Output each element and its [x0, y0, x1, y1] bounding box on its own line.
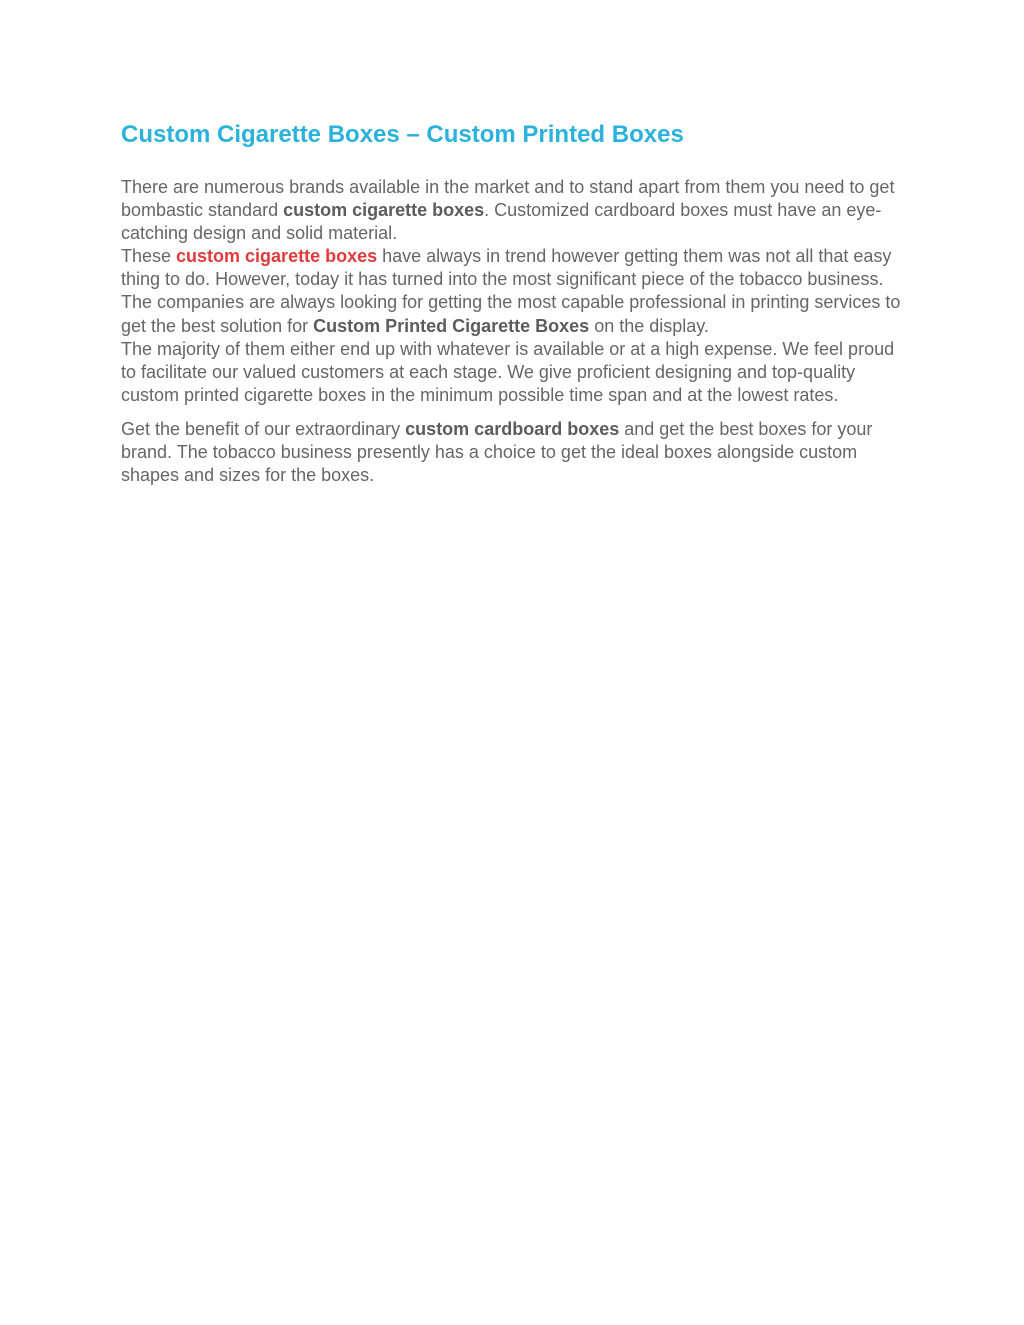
paragraph-trend-text-1: These [121, 246, 177, 267]
paragraph-intro-text-1: There are numerous brands available in the market and to stand apart from them you need to get bombastic standard [121, 177, 895, 221]
paragraph-benefit-text-1: Get the benefit of our extraordinary [121, 418, 406, 439]
bold-keyword-custom-printed-cigarette-boxes: Custom Printed Cigarette Boxes [313, 315, 590, 336]
paragraph-majority: The majority of them either end up with whatever is available or at a high expense. We feel proud to facilitate our valued customers at each stage. We give proficient designing and top-quality custom printed cigarette boxes in the minimum possible time span and at the lowest rates. [121, 338, 895, 405]
bold-keyword-custom-cigarette-boxes: custom cigarette boxes [283, 200, 485, 221]
paragraph-trend-text-2: have always in trend however getting them was not all that easy thing to do. However, today it has turned into the most significant piece of the tobacco business. The companies are always looking for getting the most capable professional in printing services to get the best solution for [121, 246, 901, 336]
paragraph-intro-text-2: . Customized cardboard boxes must have an eye-catching design and solid material. [121, 200, 882, 244]
paragraph-trend [121, 245, 911, 337]
paragraph-intro [121, 176, 911, 245]
bold-keyword-custom-cardboard-boxes: custom cardboard boxes [405, 418, 620, 439]
link-custom-cigarette-boxes[interactable]: custom cigarette boxes [176, 246, 378, 267]
paragraph-trend-text-3: on the display. [589, 315, 709, 336]
paragraph-benefit-text-2: and get the best boxes for your brand. The tobacco business presently has a choice to get the ideal boxes alongside custom shapes and sizes for the boxes. [121, 418, 873, 486]
document-page [121, 118, 911, 487]
document-title: Custom Cigarette Boxes – Custom Printed Boxes [121, 121, 684, 148]
paragraph-benefit [121, 418, 911, 487]
